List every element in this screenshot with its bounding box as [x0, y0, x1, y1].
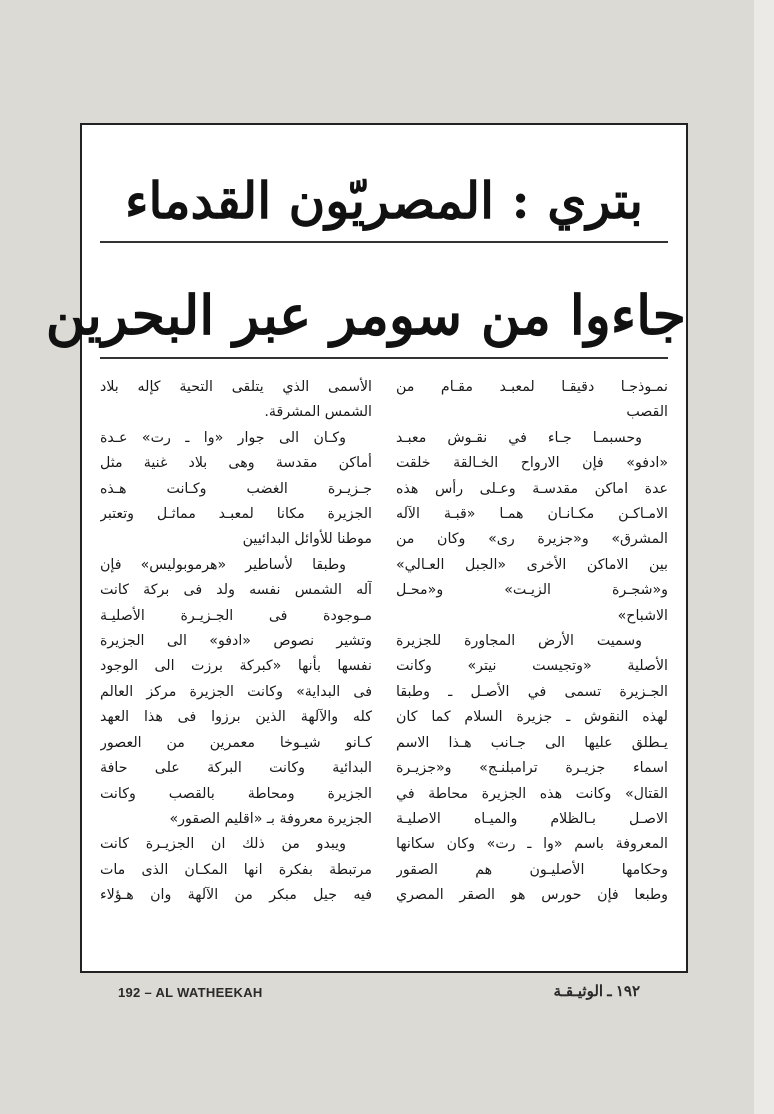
text-line: القتال» وكانت هذه الجزيرة محاطة في	[396, 785, 668, 802]
text-line: الجزيرة معروفة بـ «اقليم الصقور»	[169, 810, 372, 827]
text-line: وسميت الأرض المجاورة للجزيرة	[396, 633, 642, 650]
text-line: مرتبطة بفكرة انها المكـان الذى مات	[100, 861, 372, 878]
text-line: نمـوذجـا دقيقـا لمعبـد مقـام من	[396, 379, 668, 395]
text-line: اسماء جزيـرة ترامبلنـج» و«جزيـرة	[396, 760, 668, 777]
text-line: كله والآلهة الذين برزوا فى هذا العهد	[100, 709, 372, 726]
text-line: فيه جيل مبكر من الآلهة وان هـؤلاء	[100, 887, 372, 904]
text-line: الامـاكـن مكـانـان همـا «قبـة الآله	[396, 506, 668, 523]
text-line: وحسبمـا جـاء في نقـوش معبـد	[396, 429, 642, 446]
text-line: الجزيرة ومحاطة بالقصب وكانت	[100, 785, 372, 802]
text-line: كـانو شيـوخا معمرين من العصور	[100, 734, 372, 751]
text-line: البدائية وكانت البركة على حافة	[100, 760, 372, 777]
text-line: «ادفو» فإن الارواح الخـالقة خلقت	[396, 455, 668, 472]
article-frame	[45, 123, 688, 973]
text-line: موطنا للأوائل البدائيين	[242, 531, 372, 548]
text-line: وتشير نصوص «ادفو» الى الجزيرة	[100, 633, 372, 650]
text-column-right	[396, 375, 668, 909]
text-line: نفسها بأنها «كبركة برزت الى الوجود	[100, 658, 372, 675]
article-subheadline: جاءوا من سومر عبر البحرين	[45, 283, 686, 347]
text-line: الجزيرة مكانا لمعبـد مماثـل وتعتبر	[100, 506, 372, 523]
text-line: آله الشمس نفسه ولد فى بركة كانت	[100, 582, 372, 599]
text-line: جـزيـرة الغضب وكـانت هـذه	[100, 480, 372, 497]
text-line: و«شجـرة الزيـت» و«محـل	[396, 582, 668, 599]
article-headline: بتري : المصريّون القدماء	[124, 171, 644, 230]
text-line: الاشباح»	[617, 607, 668, 624]
text-line: الشمس المشرقة.	[264, 404, 372, 421]
page-folio-arabic: ١٩٢ ـ الوثيـقـة	[553, 983, 640, 1000]
text-line: الاصـل بـالظلام والميـاه الاصليـة	[396, 810, 668, 827]
text-line: لهذه النقوش ـ جزيرة السلام كما كان	[396, 709, 668, 726]
text-line: المشرق» و«جزيرة رى» وكان من	[396, 531, 668, 548]
page-folio-latin: 192 – AL WATHEEKAH	[118, 985, 263, 1000]
text-line: وطبعا فإن حورس هو الصقر المصري	[396, 887, 668, 904]
text-line: وطبقا لأساطير «هرموبوليس» فإن	[100, 556, 346, 573]
text-line: وكـان الى جوار «وا ـ رت» عـدة	[100, 429, 346, 446]
text-line: فى البداية» وكانت الجزيرة مركز العالم	[100, 683, 372, 700]
scan-margin	[754, 0, 774, 1114]
text-column-left	[100, 375, 372, 909]
text-line: وحكامها الأصليـون هم الصقور	[396, 861, 668, 878]
text-line: ويبدو من ذلك ان الجزيـرة كانت	[100, 836, 346, 853]
text-line: بين الاماكن الأخرى «الجبل العـالي»	[396, 556, 668, 573]
text-line: الأسمى الذي يتلقى التحية كإله بلاد	[100, 379, 372, 395]
text-line: الجـزيرة تسمى في الأصـل ـ وطبقا	[396, 683, 668, 700]
text-line: الأصلية «وتجيست نيتر» وكانت	[396, 658, 668, 675]
text-line: عدة اماكن مقدسـة وعـلى رأس هذه	[396, 480, 668, 497]
text-line: أماكن مقدسة وهى بلاد غنية مثل	[100, 455, 372, 472]
subheadline-divider	[100, 357, 668, 359]
text-line: مـوجودة فى الجـزيـرة الأصليـة	[100, 607, 372, 624]
text-line: المعروفة باسم «وا ـ رت» وكان سكانها	[396, 836, 668, 853]
headline-divider	[100, 241, 668, 243]
text-line: يـطلق عليها الى جـانب هـذا الاسم	[396, 734, 668, 751]
text-line: القصب	[626, 404, 668, 421]
